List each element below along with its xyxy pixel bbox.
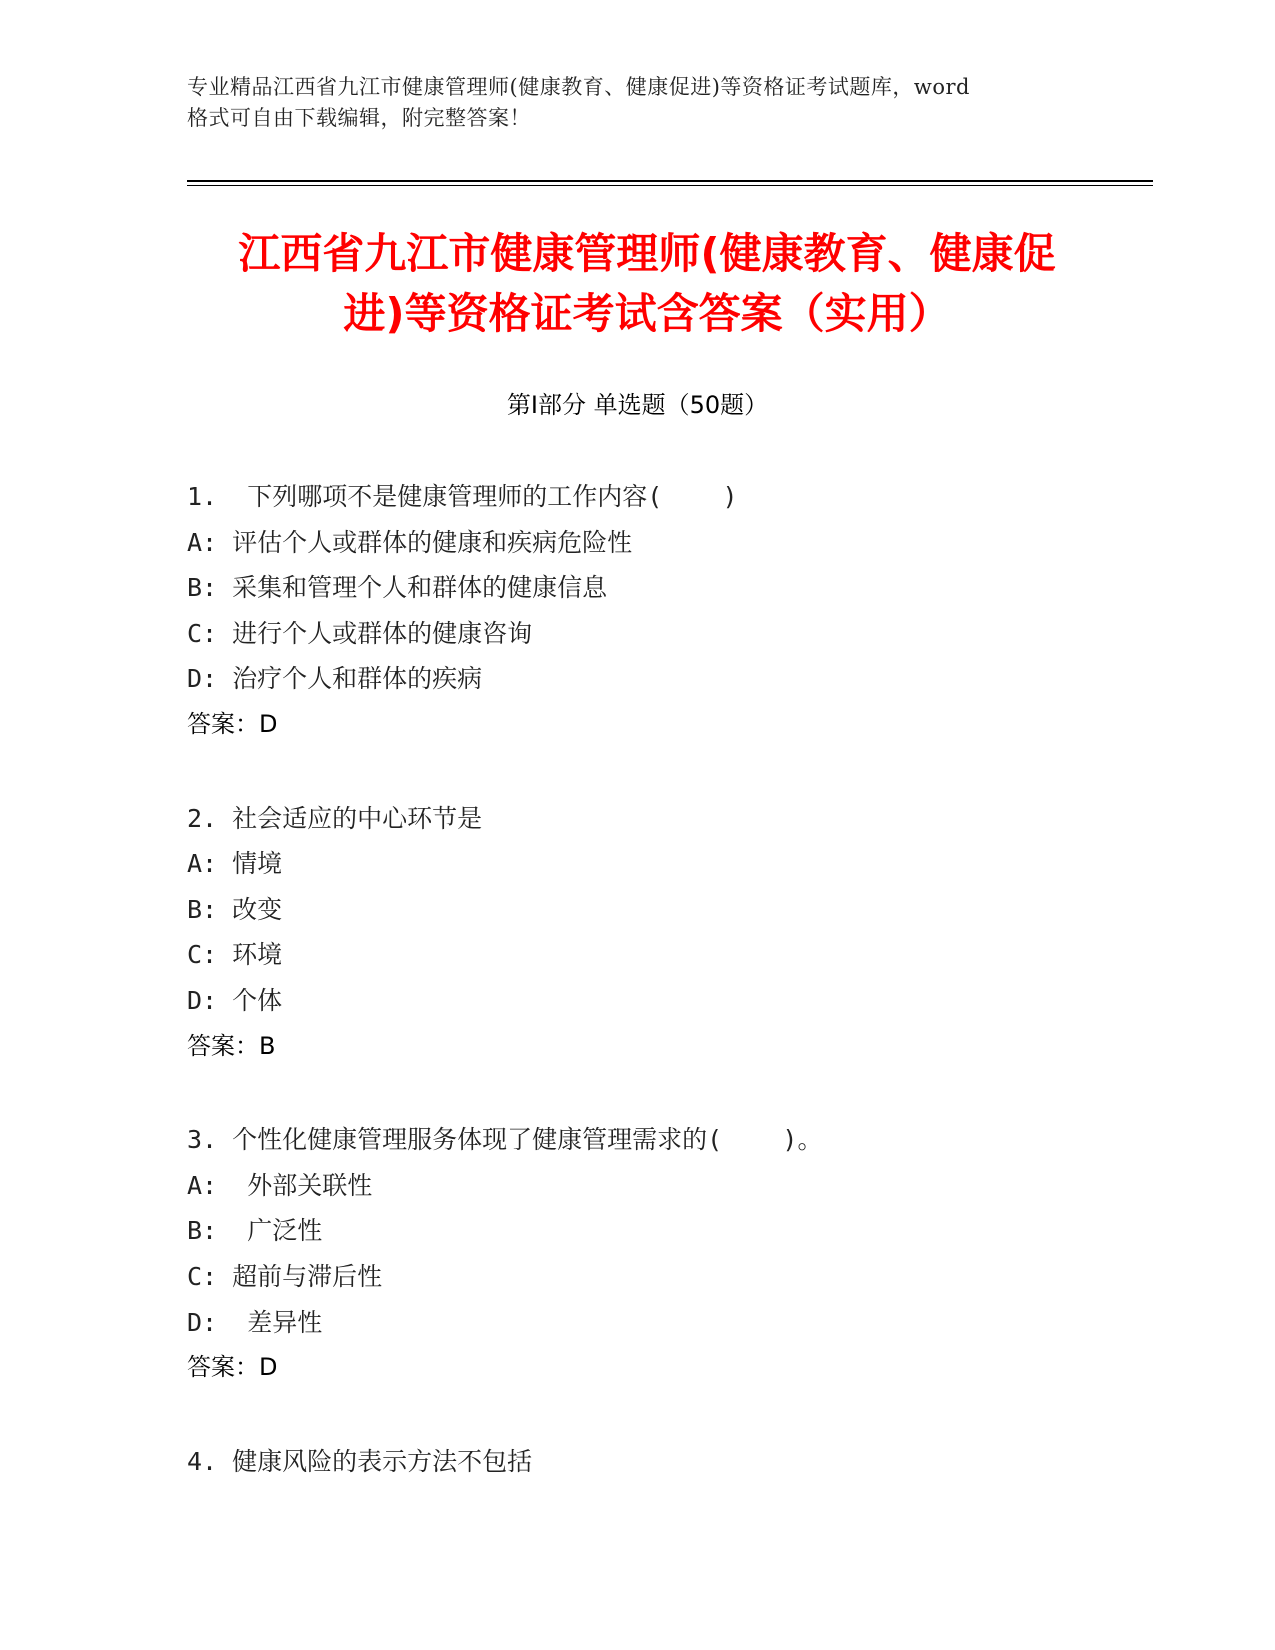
- question-stem: 3. 个性化健康管理服务体现了健康管理需求的( )。: [187, 1125, 823, 1155]
- option-a: A: 情境: [187, 849, 283, 879]
- question-2: [187, 796, 1153, 1070]
- question-3: [187, 1117, 1153, 1391]
- option-d: D: 治疗个人和群体的疾病: [187, 664, 483, 694]
- option-d: D: 个体: [187, 985, 283, 1015]
- option-c: C: 环境: [187, 940, 283, 970]
- answer: 答案：D: [187, 709, 278, 738]
- header-note: [187, 72, 1087, 134]
- question-stem: 2. 社会适应的中心环节是: [187, 803, 483, 833]
- document-title: [187, 224, 1107, 344]
- option-a: A: 评估个人或群体的健康和疾病危险性: [187, 527, 633, 557]
- option-b: B: 广泛性: [187, 1216, 323, 1246]
- answer: 答案：B: [187, 1031, 276, 1060]
- question-1: [187, 474, 1153, 748]
- header-note-line-1: 专业精品江西省九江市健康管理师(健康教育、健康促进)等资格证考试题库，word: [187, 75, 970, 99]
- section-heading: 第Ⅰ部分 单选题（50题）: [506, 391, 769, 419]
- question-stem: 1. 下列哪项不是健康管理师的工作内容( ): [187, 482, 738, 511]
- option-d: D: 差异性: [187, 1307, 323, 1337]
- option-b: B: 改变: [187, 894, 283, 924]
- question-stem: 4. 健康风险的表示方法不包括: [187, 1446, 533, 1476]
- header-rule-thick: [187, 180, 1153, 182]
- question-list: [187, 474, 1153, 1532]
- question-4: [187, 1439, 1153, 1485]
- answer: 答案：D: [187, 1353, 278, 1382]
- document-title-line-1: 江西省九江市健康管理师(健康教育、健康促: [238, 229, 1056, 278]
- option-c: C: 超前与滞后性: [187, 1261, 383, 1291]
- header-note-line-2: 格式可自由下载编辑，附完整答案！: [187, 106, 531, 130]
- option-b: B: 采集和管理个人和群体的健康信息: [187, 573, 608, 603]
- header-rule-thin: [187, 185, 1153, 186]
- document-title-line-2: 进)等资格证考试含答案（实用）: [343, 289, 951, 338]
- option-c: C: 进行个人或群体的健康咨询: [187, 618, 533, 648]
- option-a: A: 外部关联性: [187, 1170, 373, 1200]
